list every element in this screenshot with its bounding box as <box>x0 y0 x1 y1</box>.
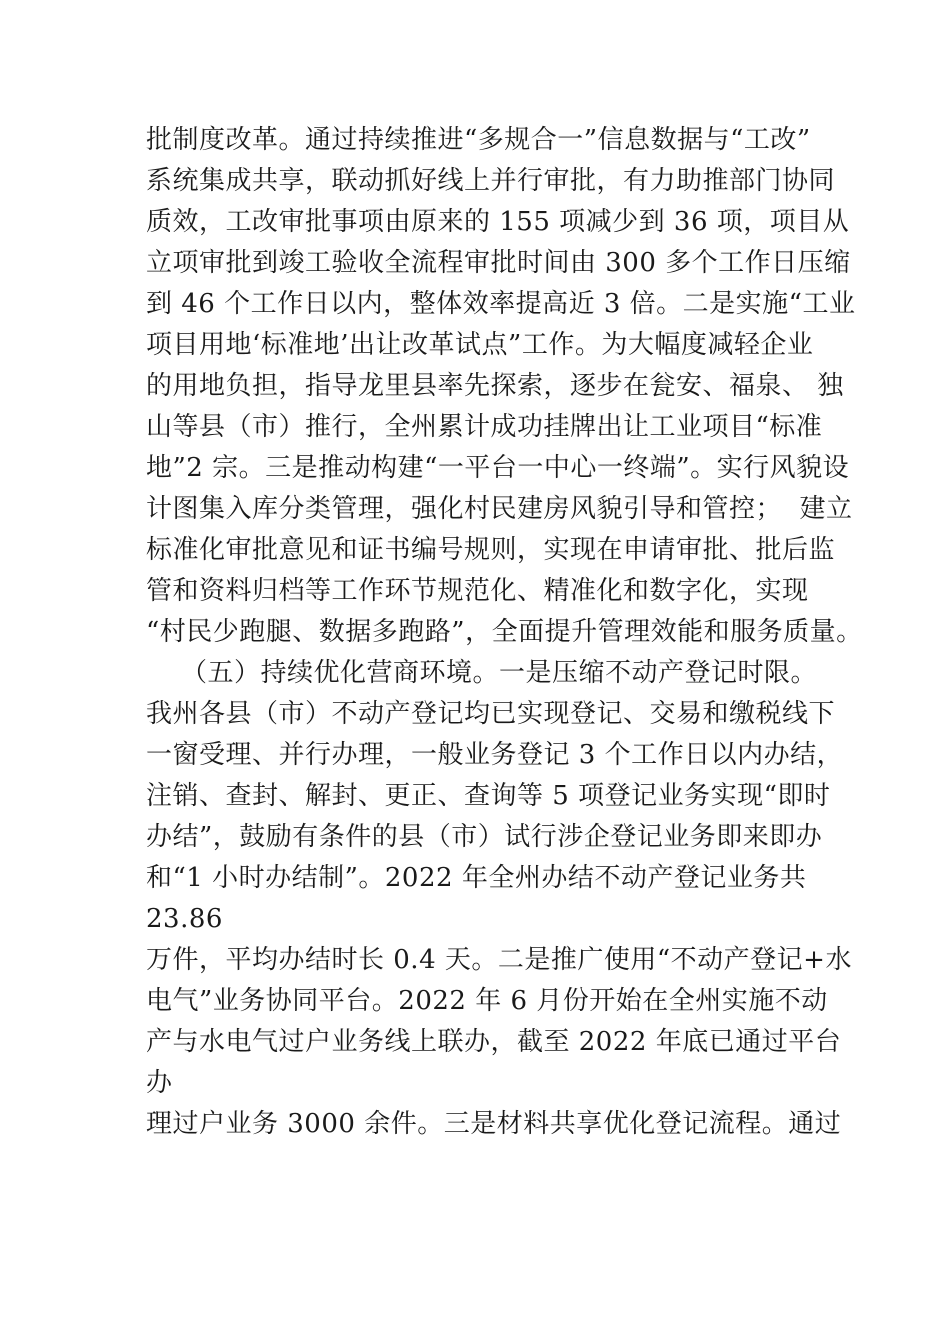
text-line: 项目用地‘标准地’出让改革试点”工作。为大幅度减轻企业 <box>146 330 814 360</box>
text-line: 批制度改革。通过持续推进“多规合一”信息数据与“工改” <box>146 125 811 155</box>
text-line: 23.86 <box>146 904 223 934</box>
text-line: 电气”业务协同平台。2022 年 6 月份开始在全州实施不动 <box>146 986 828 1016</box>
text-line: 到 46 个工作日以内，整体效率提高近 3 倍。二是实施“工业 <box>146 289 856 319</box>
text-line: 管和资料归档等工作环节规范化、精准化和数字化，实现 <box>146 576 809 606</box>
text-line: 理过户业务 3000 余件。三是材料共享优化登记流程。通过 <box>146 1109 842 1139</box>
text-line: 注销、查封、解封、更正、查询等 5 项登记业务实现“即时 <box>146 781 831 811</box>
text-line: “村民少跑腿、数据多跑路”，全面提升管理效能和服务质量。 <box>146 617 863 647</box>
text-line: 计图集入库分类管理，强化村民建房风貌引导和管控； 建立 <box>146 494 853 524</box>
text-line: 山等县（市）推行，全州累计成功挂牌出让工业项目“标准 <box>146 412 823 442</box>
text-line: 的用地负担，指导龙里县率先探索，逐步在瓮安、福泉、 独 <box>146 371 844 401</box>
text-line: 质效，工改审批事项由原来的 155 项减少到 36 项，项目从 <box>146 207 850 237</box>
text-line: 和“1 小时办结制”。2022 年全州办结不动产登记业务共 <box>146 863 807 893</box>
text-line: 我州各县（市）不动产登记均已实现登记、交易和缴税线下 <box>146 699 836 729</box>
text-line: 地”2 宗。三是推动构建“一平台一中心一终端”。实行风貌设 <box>146 453 850 483</box>
text-line: 立项审批到竣工验收全流程审批时间由 300 多个工作日压缩 <box>146 248 851 278</box>
text-line: 系统集成共享，联动抓好线上并行审批，有力助推部门协同 <box>146 166 836 196</box>
text-line: 办 <box>146 1068 173 1098</box>
section-heading-line: （五）持续优化营商环境。一是压缩不动产登记时限。 <box>146 658 818 688</box>
text-line: 标准化审批意见和证书编号规则，实现在申请审批、批后监 <box>146 535 836 565</box>
text-line: 办结”，鼓励有条件的县（市）试行涉企登记业务即来即办 <box>146 822 823 852</box>
text-line: 一窗受理、并行办理，一般业务登记 3 个工作日以内办结， <box>146 740 844 770</box>
text-line: 产与水电气过户业务线上联办，截至 2022 年底已通过平台 <box>146 1027 842 1057</box>
text-line: 万件，平均办结时长 0.4 天。二是推广使用“不动产登记+水 <box>146 945 852 975</box>
